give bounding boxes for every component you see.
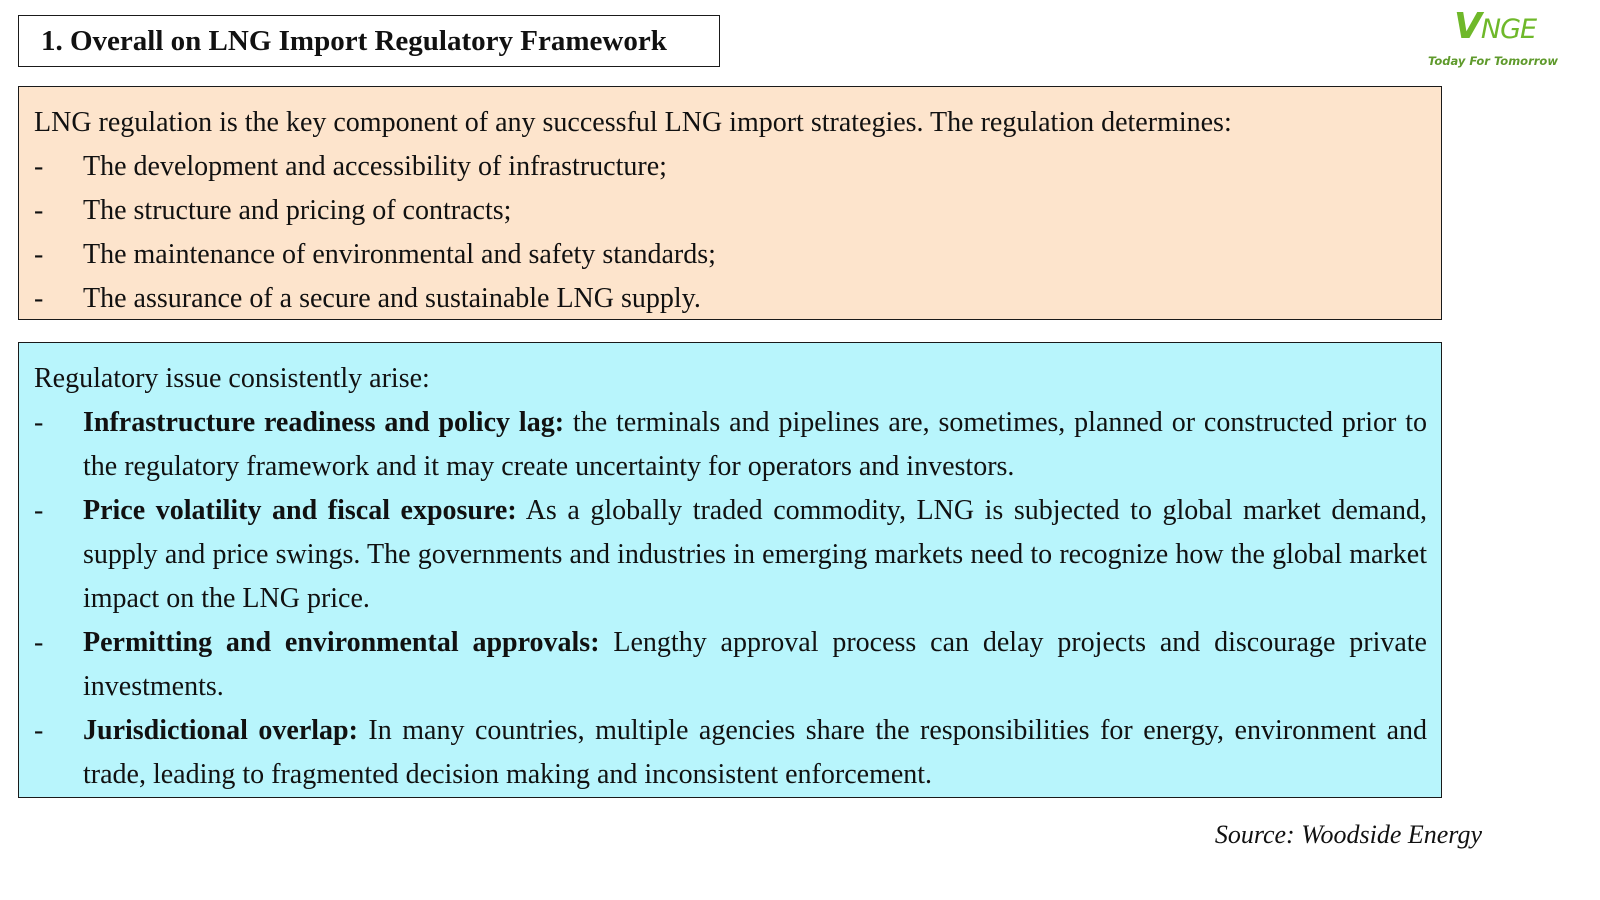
list-dash: - (34, 407, 44, 438)
list-item (34, 189, 1427, 233)
vnge-logo (1424, 4, 1594, 74)
issue-description: Lengthy approval process can delay projects and discourage private investments. (83, 627, 1427, 702)
list-item-text: The assurance of a secure and sustainable LNG supply. (83, 283, 701, 314)
issue-item-text (83, 709, 1427, 797)
issue-description: In many countries, multiple agencies share the responsibilities for energy, environment and trade, leading to fragmented decision making and inconsistent enforcement. (83, 715, 1427, 790)
issue-item-text (83, 489, 1427, 621)
logo-mark-v: V (1454, 6, 1481, 47)
list-dash: - (34, 195, 44, 226)
regulation-determines-box (18, 86, 1442, 320)
list-item-text: The maintenance of environmental and safety standards; (83, 239, 716, 270)
list-dash: - (34, 627, 44, 658)
logo-mark-rest: NGE (1480, 14, 1537, 45)
regulation-intro: LNG regulation is the key component of any successful LNG import strategies. The regulation determines: (34, 107, 1232, 138)
issue-description: the terminals and pipelines are, sometimes, planned or constructed prior to the regulatory framework and it may create uncertainty for operators and investors. (83, 407, 1427, 482)
source-citation: Source: Woodside Energy (1214, 820, 1482, 849)
list-item-text: The development and accessibility of infrastructure; (83, 151, 667, 182)
list-dash: - (34, 239, 44, 270)
regulatory-issues-box (18, 342, 1442, 798)
issue-term: Infrastructure readiness and policy lag: (83, 407, 565, 438)
issue-item (34, 489, 1427, 621)
logo-tagline: Today For Tomorrow (1428, 54, 1558, 68)
issue-term: Permitting and environmental approvals: (83, 627, 600, 658)
list-dash: - (34, 495, 44, 526)
list-item (34, 145, 1427, 189)
list-dash: - (34, 283, 44, 314)
issue-item (34, 621, 1427, 709)
issue-term: Jurisdictional overlap: (83, 715, 358, 746)
logo-mark (1454, 6, 1536, 47)
list-item (34, 277, 1427, 321)
issue-item-text (83, 621, 1427, 709)
issue-item-text (83, 401, 1427, 489)
issue-item (34, 401, 1427, 489)
list-item (34, 233, 1427, 277)
list-item-text: The structure and pricing of contracts; (83, 195, 512, 226)
issue-item (34, 709, 1427, 797)
page-title (18, 15, 720, 67)
list-dash: - (34, 715, 44, 746)
issue-term: Price volatility and fiscal exposure: (83, 495, 517, 526)
issues-intro: Regulatory issue consistently arise: (34, 363, 430, 394)
page-title-text: 1. Overall on LNG Import Regulatory Framework (41, 24, 667, 57)
issue-description: As a globally traded commodity, LNG is subjected to global market demand, supply and price swings. The governments and industries in emerging markets need to recognize how the global market impact on the LNG price. (83, 495, 1427, 614)
list-dash: - (34, 151, 44, 182)
